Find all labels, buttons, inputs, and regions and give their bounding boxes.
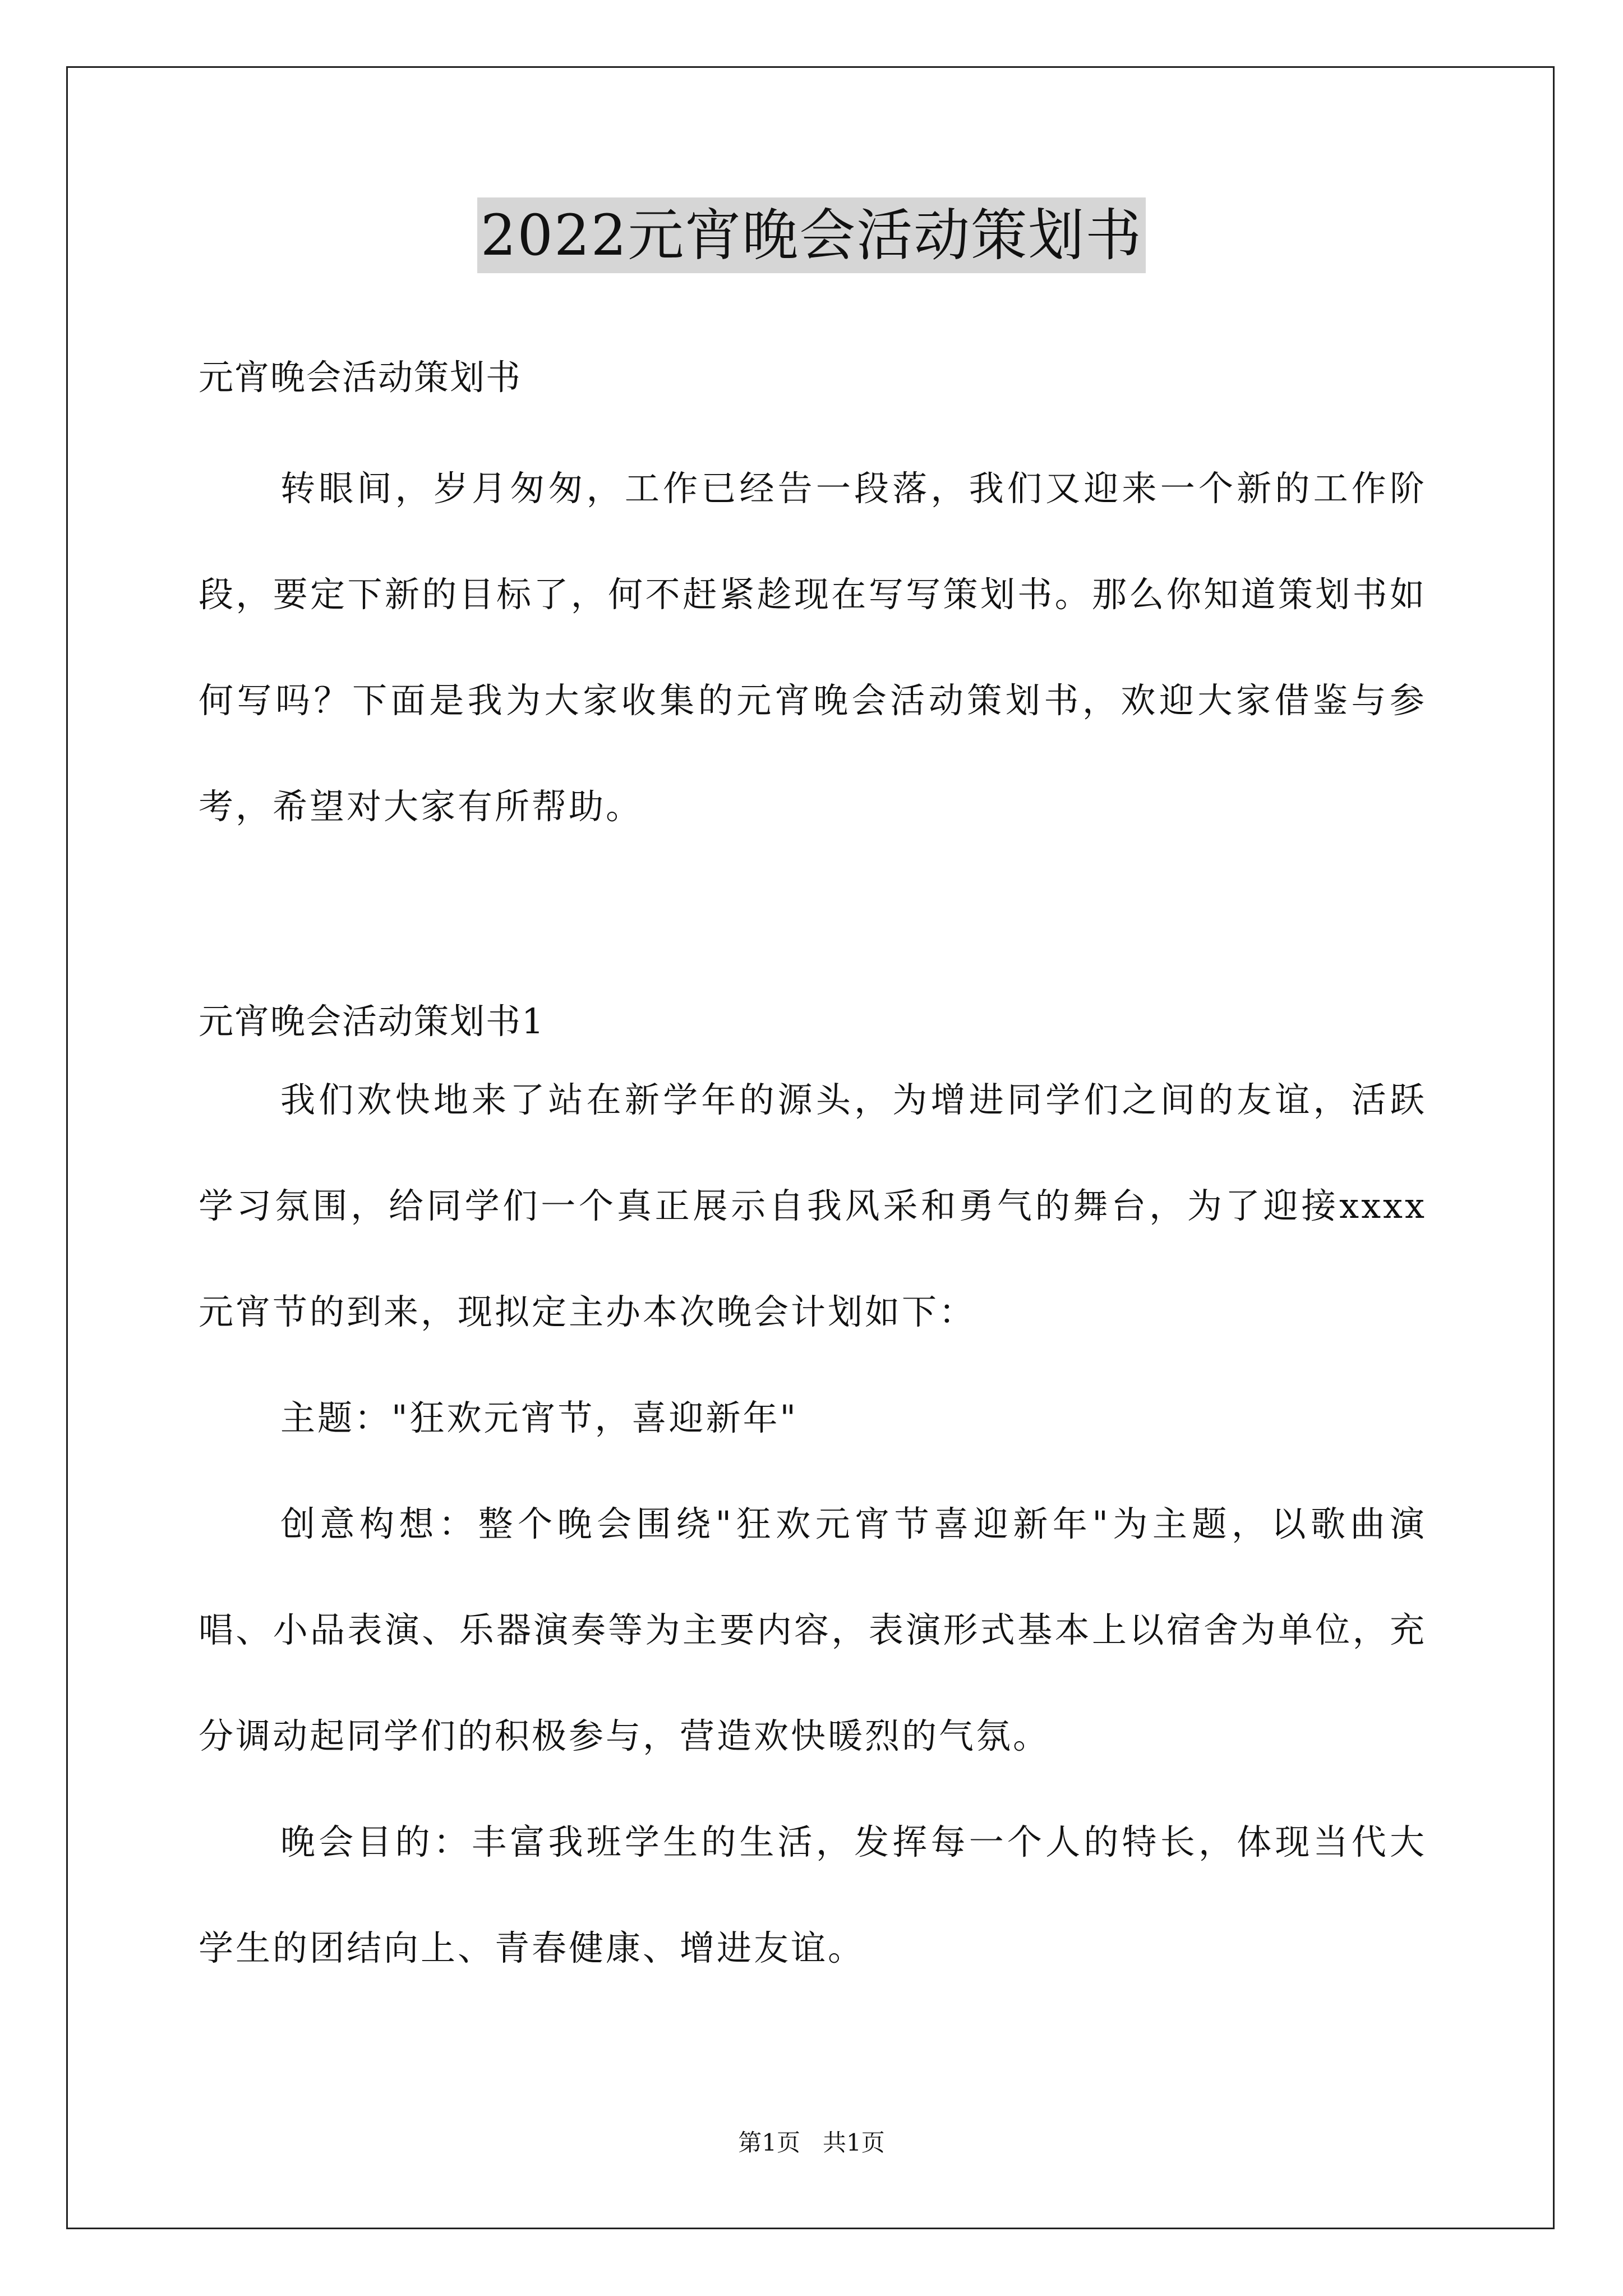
section-1-paragraph: 我们欢快地来了站在新学年的源头，为增进同学们之间的友谊，活跃学习氛围，给同学们一个真正展示自我风采和勇气的舞台，为了迎接xxxx元宵节的到来，现拟定主办本次晚会计划如下： xyxy=(199,1079,1427,1332)
page-total: 共1页 xyxy=(823,2129,885,2156)
page-footer xyxy=(0,2126,1623,2160)
theme-paragraph: 主题："狂欢元宵节，喜迎新年" xyxy=(280,1397,799,1438)
intro-paragraph: 转眼间，岁月匆匆，工作已经告一段落，我们又迎来一个新的工作阶段，要定下新的目标了，何不赶紧趁现在写写策划书。那么你知道策划书如何写吗？下面是我为大家收集的元宵晚会活动策划书，欢迎大家借鉴与参考，希望对大家有所帮助。 xyxy=(199,468,1427,827)
goal-paragraph: 晚会目的：丰富我班学生的生活，发挥每一个人的特长，体现当代大学生的团结向上、青春健康、增进友谊。 xyxy=(199,1821,1427,1968)
title-container xyxy=(0,197,1623,273)
idea-paragraph: 创意构想：整个晚会围绕"狂欢元宵节喜迎新年"为主题，以歌曲演唱、小品表演、乐器演奏等为主要内容，表演形式基本上以宿舍为单位，充分调动起同学们的积极参与，营造欢快暖烈的气氛。 xyxy=(199,1503,1427,1756)
document-title: 2022元宵晚会活动策划书 xyxy=(477,197,1146,273)
section-heading-1: 元宵晚会活动策划书1 xyxy=(199,1001,545,1042)
intro-heading: 元宵晚会活动策划书 xyxy=(199,357,522,398)
page-number: 第1页 xyxy=(738,2129,800,2156)
